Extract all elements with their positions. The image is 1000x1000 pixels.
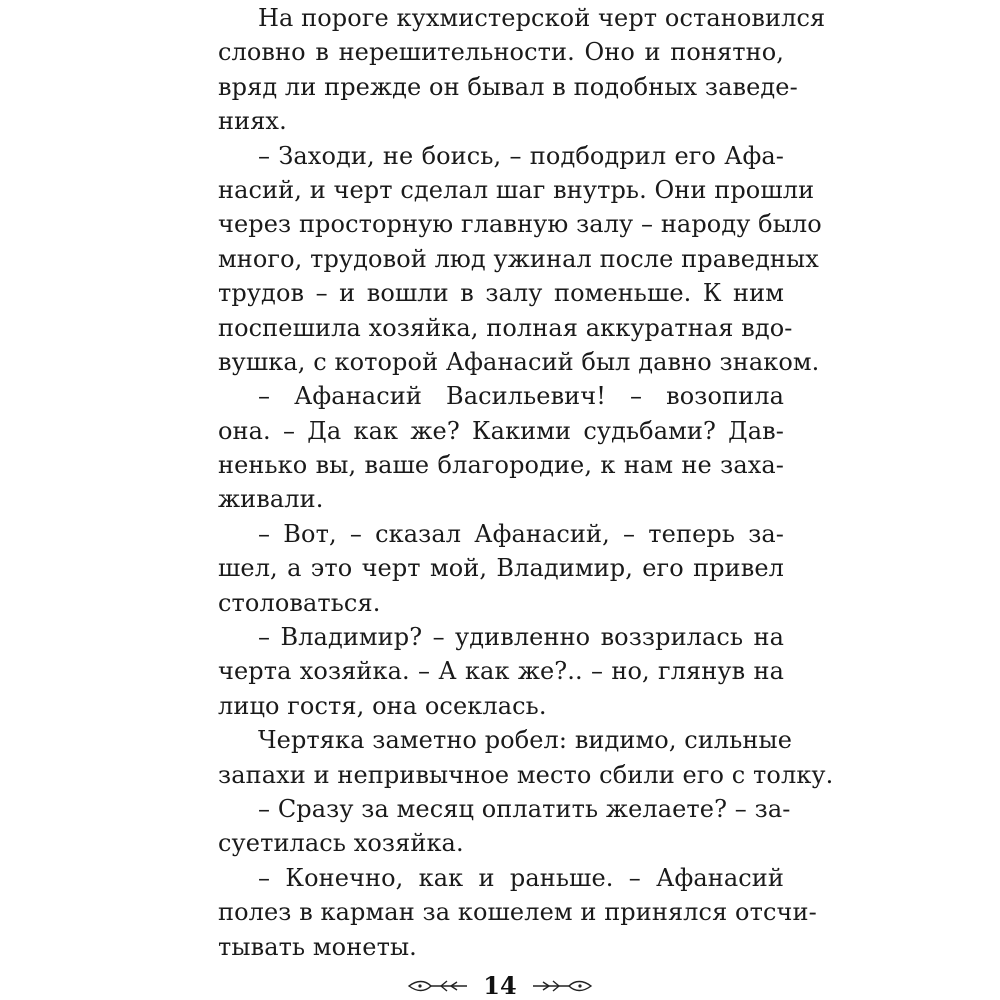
text-line: На пороге кухмистерской черт остановился [258, 4, 826, 32]
text-line: – Сразу за месяц оплатить желаете? – за- [258, 794, 791, 823]
text-line: через просторную главную залу – народу было [218, 210, 822, 239]
paragraph [218, 861, 817, 964]
text-line: трудов – и вошли в залу поменьше. К ним [218, 279, 784, 308]
text-line: шел, а это черт мой, Владимир, его привел [218, 554, 784, 583]
text-line: – Вот, – сказал Афанасий, – теперь за- [258, 519, 784, 548]
text-line: ненько вы, ваше благородие, к нам не заха- [218, 451, 784, 480]
text-line: суетилась хозяйка. [218, 829, 464, 858]
text-line: она. – Да как же? Какими судьбами? Дав- [218, 416, 784, 445]
page-footer [0, 972, 1000, 1000]
text-line: тывать монеты. [218, 932, 417, 961]
paragraph [218, 517, 784, 620]
paragraph [218, 792, 791, 861]
text-line: столоваться. [218, 588, 381, 617]
paragraph [218, 139, 822, 380]
text-line: вряд ли прежде он бывал в подобных заведе- [218, 72, 798, 101]
text-line: запахи и непривычное место сбили его с толку. [218, 760, 834, 789]
text-line: полез в карман за кошелем и принялся отсчи- [218, 898, 817, 927]
text-line: живали. [218, 485, 324, 514]
text-line: много, трудовой люд ужинал после праведных [218, 244, 819, 273]
text-line: лицо гостя, она осеклась. [218, 691, 547, 720]
text-line: – Конечно, как и раньше. – Афанасий [258, 863, 784, 892]
text-line: насий, и черт сделал шаг внутрь. Они прошли [218, 175, 815, 204]
paragraph [218, 379, 784, 517]
book-page [218, 0, 834, 964]
text-line: вушка, с которой Афанасий был давно знаком. [218, 347, 820, 376]
ornament-left-icon [407, 979, 469, 993]
text-line: – Владимир? – удивленно воззрилась на [258, 623, 784, 652]
folio [407, 972, 592, 1000]
ornament-right-icon [531, 979, 593, 993]
text-line: черта хозяйка. – А как же?.. – но, глянув на [218, 657, 784, 686]
text-line: ниях. [218, 107, 287, 136]
page-number: 14 [483, 971, 517, 1000]
text-line: поспешила хозяйка, полная аккуратная вдо- [218, 313, 793, 342]
text-line: Чертяка заметно робел: видимо, сильные [258, 726, 793, 755]
paragraph [218, 723, 834, 792]
text-line: словно в нерешительности. Оно и понятно, [218, 38, 784, 67]
text-line: – Заходи, не боись, – подбодрил его Афа- [258, 141, 784, 170]
paragraph [218, 1, 826, 139]
text-line: – Афанасий Васильевич! – возопила [258, 382, 784, 411]
paragraph [218, 620, 784, 723]
